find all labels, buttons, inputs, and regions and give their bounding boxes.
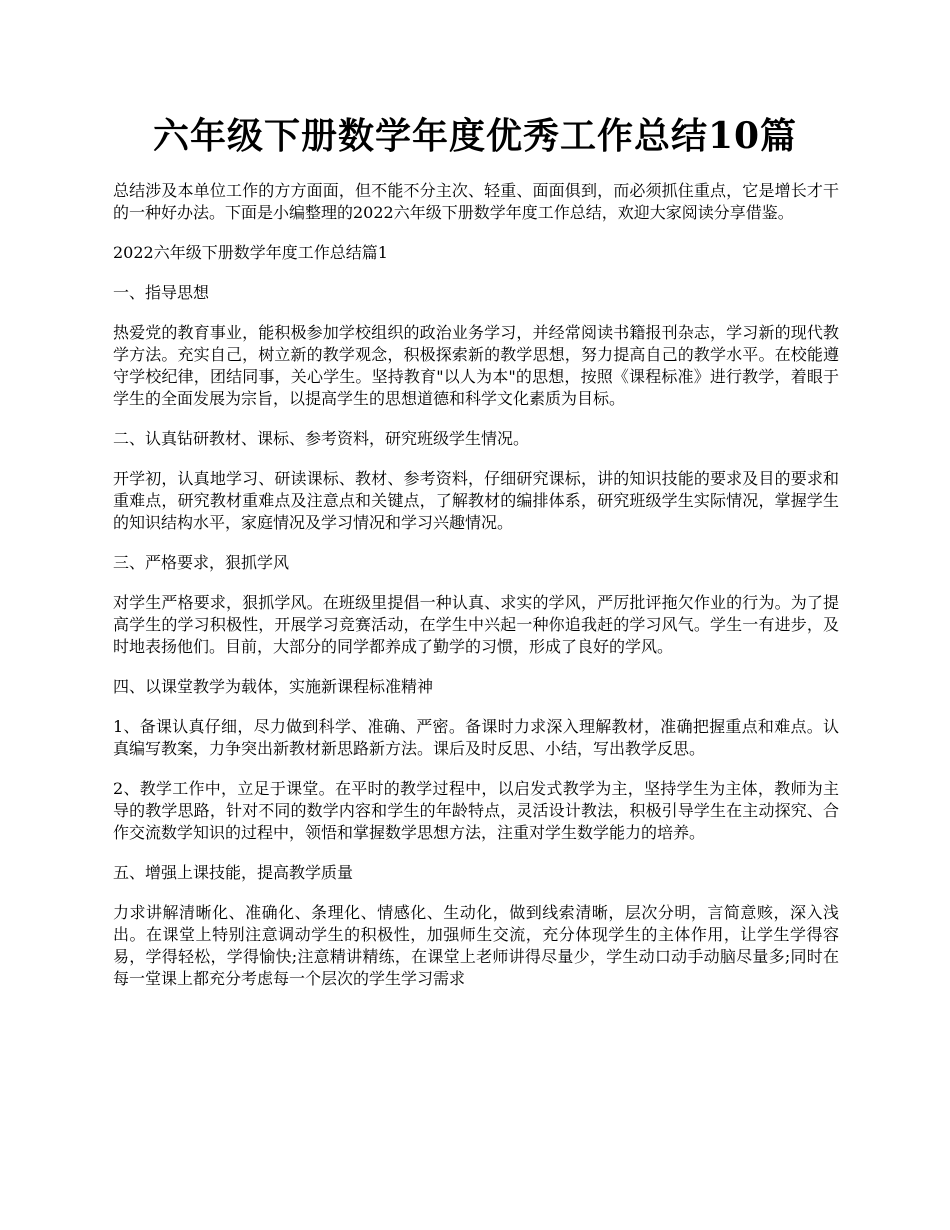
paragraph-guiding-ideas: 热爱党的教育事业，能积极参加学校组织的政治业务学习，并经常阅读书籍报刊杂志，学习新的现代教学方法。充实自己，树立新的教学观念，积极探索新的教学思想，努力提高自己的教学水平。在校能遵守学校纪律，团结同事，关心学生。坚持教育"以人为本"的思想，按照《课程标准》进行教学，着眼于学生的全面发展为宗旨，以提高学生的思想道德和科学文化素质为目标。 [113,323,839,408]
paragraph-teaching-skills: 力求讲解清晰化、准确化、条理化、情感化、生动化，做到线索清晰，层次分明，言简意赅，深入浅出。在课堂上特别注意调动学生的积极性，加强师生交流，充分体现学生的主体作用，让学生学得容易，学得轻松，学得愉快;注意精讲精练，在课堂上老师讲得尽量少，学生动口动手动脑尽量多;同时在每一堂课上都充分考虑每一个层次的学生学习需求 [113,903,839,988]
heading-strict-requirements: 三、严格要求，狠抓学风 [113,553,290,572]
section-title: 2022六年级下册数学年度工作总结篇1 [113,243,388,262]
heading-study-materials: 二、认真钻研教材、课标、参考资料，研究班级学生情况。 [113,429,530,448]
paragraph-teaching-work: 2、教学工作中，立足于课堂。在平时的教学过程中，以启发式教学为主，坚持学生为主体，教师为主导的教学思路，针对不同的数学内容和学生的年龄特点，灵活设计教法，积极引导学生在主动探究、合作交流数学知识的过程中，领悟和掌握数学思想方法，注重对学生数学能力的培养。 [113,779,839,842]
heading-guiding-ideas: 一、指导思想 [113,283,210,302]
heading-classroom-teaching: 四、以课堂教学为载体，实施新课程标准精神 [113,677,434,696]
document-title: 六年级下册数学年度优秀工作总结10篇 [152,115,798,157]
intro-paragraph: 总结涉及本单位工作的方方面面，但不能不分主次、轻重、面面俱到，而必须抓住重点，它是增长才干的一种好办法。下面是小编整理的2022六年级下册数学年度工作总结，欢迎大家阅读分享借鉴。 [113,181,839,222]
paragraph-study-materials: 开学初，认真地学习、研读课标、教材、参考资料，仔细研究课标，讲的知识技能的要求及目的要求和重难点，研究教材重难点及注意点和关键点，了解教材的编排体系，研究班级学生实际情况，掌握学生的知识结构水平，家庭情况及学习情况和学习兴趣情况。 [113,469,839,532]
paragraph-strict-requirements: 对学生严格要求，狠抓学风。在班级里提倡一种认真、求实的学风，严厉批评拖欠作业的行为。为了提高学生的学习积极性，开展学习竞赛活动，在学生中兴起一种你追我赶的学习风气。学生一有进步，及时地表扬他们。目前，大部分的同学都养成了勤学的习惯，形成了良好的学风。 [113,593,839,656]
paragraph-lesson-preparation: 1、备课认真仔细，尽力做到科学、准确、严密。备课时力求深入理解教材，准确把握重点和难点。认真编写教案，力争突出新教材新思路新方法。课后及时反思、小结，写出教学反思。 [113,717,839,758]
document-body [113,180,839,1008]
heading-teaching-skills: 五、增强上课技能，提高教学质量 [113,863,354,882]
